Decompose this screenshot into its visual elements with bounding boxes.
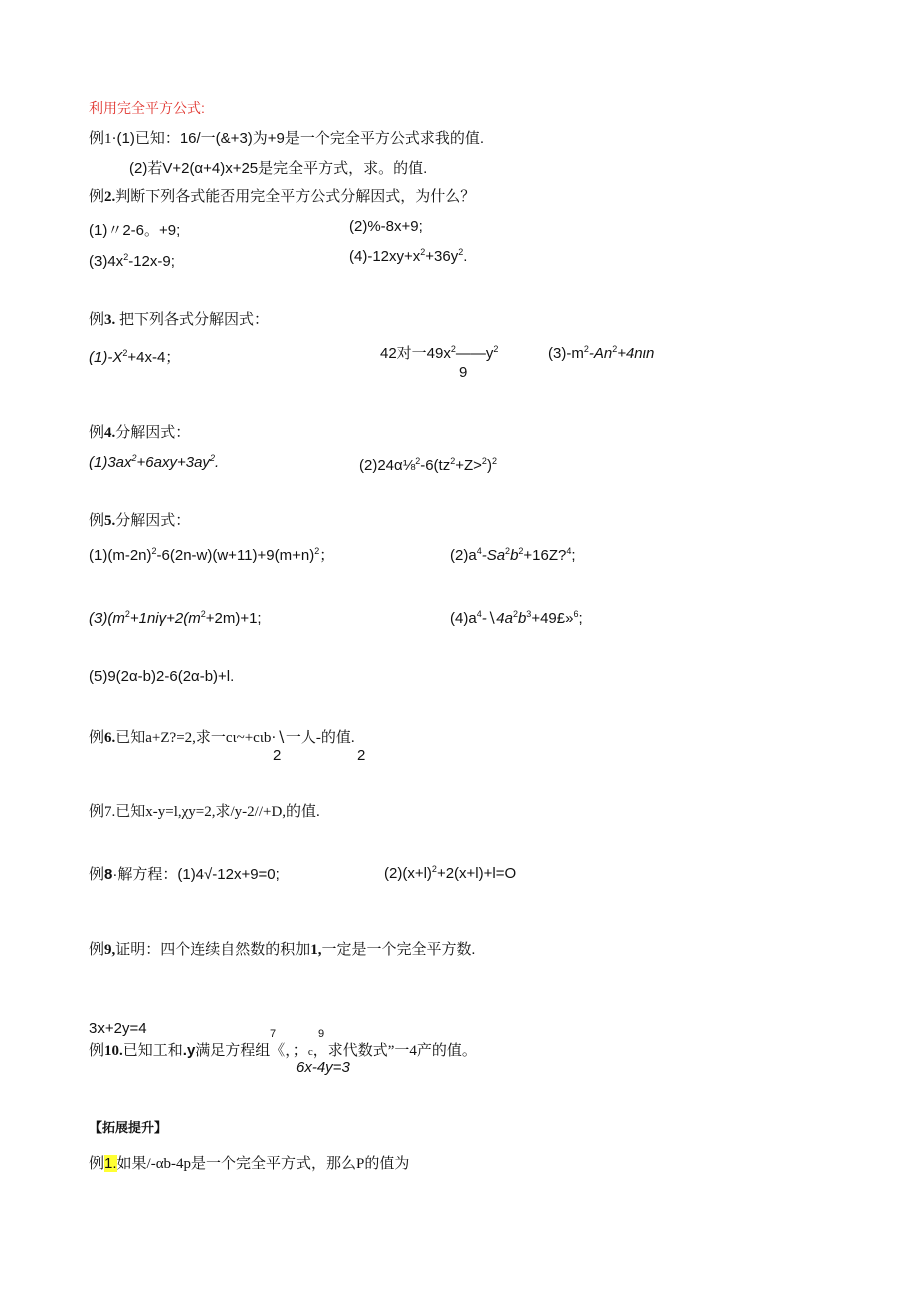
example-7-label: 例7. xyxy=(89,804,116,820)
example-5-item-1-b: -6(2n-w)(w+11)+9(m+n) xyxy=(156,547,315,564)
example-3-number: 3. xyxy=(104,312,116,328)
example-5-item-4-c: b xyxy=(517,610,527,627)
section-heading: 利用完全平方公式: xyxy=(89,100,205,116)
superscript: 2 xyxy=(415,456,421,466)
superscript: 2 xyxy=(491,456,497,466)
example-10-equation-2: 6x-4y=3 xyxy=(296,1059,350,1076)
example-5-item-1-c: ； xyxy=(319,547,335,564)
example-2-item-1: (1)〃2-6。+9; xyxy=(89,222,181,239)
superscript: 2 xyxy=(612,344,618,354)
extension-example-1-number: 1. xyxy=(104,1155,117,1172)
example-4-text: 分解因式： xyxy=(115,425,191,441)
example-5-item-3-b: +1niγ+2(m xyxy=(129,610,201,627)
superscript: 2 xyxy=(151,546,157,556)
example-5-number: 5. xyxy=(104,513,116,529)
example-3-item-3 xyxy=(548,346,654,361)
example-5-item-2-d: +16Z? xyxy=(523,547,567,564)
superscript: 2 xyxy=(123,252,129,262)
superscript: 2 xyxy=(512,609,518,619)
example-3-item-2-a: 42对一49x xyxy=(380,345,451,362)
superscript: 2 xyxy=(450,456,456,466)
superscript: 2 xyxy=(583,344,589,354)
example-4-item-2-b: -6(tz xyxy=(420,457,451,474)
example-1 xyxy=(89,131,484,147)
example-2-item-4-b: +36y xyxy=(425,248,459,265)
superscript: 2 xyxy=(450,344,456,354)
example-7-text: 已知x-y=l,χy=2,求/y-2//+D,的值. xyxy=(115,804,320,820)
example-8-part-2-a: (2)(x+l) xyxy=(384,865,432,882)
example-8-part-2 xyxy=(384,866,516,881)
example-9-number: 9, xyxy=(104,942,116,958)
example-4-item-1-b: +6axy+3ay xyxy=(136,454,210,471)
example-2-item-2: (2)%-8x+9; xyxy=(349,218,423,235)
example-5-item-1 xyxy=(89,548,334,563)
example-6-number: 6. xyxy=(104,730,116,746)
superscript: 2 xyxy=(124,609,130,619)
superscript: 4 xyxy=(476,609,482,619)
example-10-equation-1: 3x+2y=4 xyxy=(89,1020,147,1037)
example-3-label: 例 xyxy=(89,312,105,328)
superscript: 2 xyxy=(493,344,499,354)
example-4-item-1-a: (1)3ax xyxy=(89,454,132,471)
example-5-text: 分解因式： xyxy=(115,513,191,529)
example-9 xyxy=(89,943,475,958)
extension-example-1 xyxy=(89,1156,409,1172)
example-8-label: 例 xyxy=(89,867,105,883)
example-4-label: 例 xyxy=(89,425,105,441)
example-5-item-4-e: ; xyxy=(578,610,583,627)
example-7 xyxy=(89,805,320,820)
example-4-number: 4. xyxy=(104,425,116,441)
example-4-item-2-d: ) xyxy=(486,457,492,474)
superscript: 4 xyxy=(476,546,482,556)
superscript: 2 xyxy=(505,546,511,556)
example-2-item-4-c: . xyxy=(463,248,468,265)
example-10-label: 例 xyxy=(89,1043,105,1059)
example-2-item-3 xyxy=(89,254,175,269)
example-1-part2: (2)若V+2(α+4)x+25是完全平方式，求。的值. xyxy=(129,160,428,177)
example-3 xyxy=(89,313,269,328)
example-5-item-4 xyxy=(450,611,583,626)
superscript: 3 xyxy=(526,609,532,619)
example-10-text-2: 满足方程组《，； xyxy=(195,1043,308,1059)
example-5-item-3-c: +2m)+1; xyxy=(205,610,262,627)
superscript: 2 xyxy=(458,247,464,257)
example-3-item-1 xyxy=(89,350,180,365)
example-3-item-2-b: ——y xyxy=(455,345,494,362)
example-5-item-3 xyxy=(89,611,262,626)
extension-example-1-label: 例 xyxy=(89,1156,105,1172)
example-6-label: 例 xyxy=(89,730,105,746)
superscript: 2 xyxy=(420,247,426,257)
extension-title: 【拓展提升】 xyxy=(89,1120,168,1135)
example-3-item-3-a: (3)-m xyxy=(548,345,584,362)
superscript: 2 xyxy=(131,453,137,463)
example-5-item-2-a: (2)a xyxy=(450,547,477,564)
example-4 xyxy=(89,426,190,441)
example-2-item-3-a: (3)4x xyxy=(89,253,124,270)
example-10 xyxy=(89,1043,477,1059)
example-3-item-3-b: -An xyxy=(588,345,613,362)
example-9-label: 例 xyxy=(89,942,105,958)
example-1-part1: (1)已知：16/一(&+3)为+9是一个完全平方公式求我的值. xyxy=(116,130,485,147)
superscript: 6 xyxy=(573,609,579,619)
example-3-item-2 xyxy=(380,346,498,361)
example-5-item-2-c: b xyxy=(510,547,519,564)
example-10-mark-7: 7 xyxy=(270,1028,277,1040)
example-5-item-1-a: (1)(m-2n) xyxy=(89,547,152,564)
example-5-item-4-d: +49£» xyxy=(531,610,574,627)
example-10-y: .y xyxy=(182,1042,196,1059)
example-5-item-4-a: (4)a xyxy=(450,610,477,627)
example-1-label: 例1· xyxy=(89,131,117,147)
example-4-item-2 xyxy=(359,458,497,473)
example-6-denominator-1: 2 xyxy=(273,747,282,764)
example-5-item-3-a: (3)(m xyxy=(89,610,125,627)
example-4-item-1-c: . xyxy=(214,454,220,471)
example-3-text: 把下列各式分解因式： xyxy=(115,312,270,328)
superscript: 4 xyxy=(566,546,572,556)
example-10-text: 已知工和 xyxy=(122,1043,183,1059)
example-10-mark-9: 9 xyxy=(318,1028,325,1040)
example-9-text: 证明：四个连续自然数的积加 xyxy=(115,942,311,958)
example-8-number: 8 xyxy=(104,866,113,883)
example-5-item-2-b: -Sa xyxy=(481,547,506,564)
example-10-text-3: ，求代数式”一4产的值。 xyxy=(312,1043,477,1059)
example-2 xyxy=(89,190,475,205)
example-9-number-one: 1, xyxy=(310,942,322,958)
example-6-denominator-2: 2 xyxy=(357,747,366,764)
example-8 xyxy=(89,867,280,883)
example-3-item-2-denominator: 9 xyxy=(459,364,468,381)
example-5 xyxy=(89,514,190,529)
example-5-item-5: (5)9(2α-b)2-6(2α-b)+l. xyxy=(89,668,235,685)
example-10-c: c xyxy=(307,1046,313,1058)
example-6 xyxy=(89,731,355,746)
example-3-item-1-b: +4x-4； xyxy=(127,349,181,366)
superscript: 2 xyxy=(481,456,487,466)
superscript: 2 xyxy=(431,864,437,874)
example-2-item-4-a: (4)-12xy+x xyxy=(349,248,421,265)
example-5-label: 例 xyxy=(89,513,105,529)
example-5-item-4-b: -∖4a xyxy=(481,610,513,627)
example-4-item-2-a: (2)24α⅛ xyxy=(359,457,416,474)
superscript: 2 xyxy=(200,609,206,619)
example-4-item-2-c: +Z> xyxy=(455,457,482,474)
example-4-item-1 xyxy=(89,455,219,470)
example-2-item-4 xyxy=(349,249,467,264)
example-6-text: 已知a+Z?=2,求一cι~+cιb·∖一人-的值. xyxy=(115,730,355,746)
example-5-item-2 xyxy=(450,548,576,563)
superscript: 2 xyxy=(518,546,524,556)
superscript: 2 xyxy=(314,546,320,556)
example-2-label: 例 xyxy=(89,189,105,205)
example-2-text: 判断下列各式能否用完全平方公式分解因式，为什么？ xyxy=(115,189,476,205)
example-8-part-2-b: +2(x+l)+l=O xyxy=(436,865,517,882)
example-8-text: ·解方程：(1)4√-12x+9=0; xyxy=(112,866,280,883)
superscript: 2 xyxy=(122,348,128,358)
superscript: 2 xyxy=(209,453,215,463)
example-5-item-2-e: ; xyxy=(571,547,576,564)
example-9-text-2: 一定是一个完全平方数. xyxy=(321,942,476,958)
example-3-item-3-c: +4nιn xyxy=(617,345,655,362)
example-2-number: 2. xyxy=(104,189,116,205)
example-10-number: 10. xyxy=(104,1043,123,1059)
example-2-item-3-b: -12x-9; xyxy=(128,253,175,270)
example-3-item-1-a: (1)-X xyxy=(89,349,123,366)
extension-example-1-text: 如果/-αb-4p是一个完全平方式，那么P的值为 xyxy=(116,1156,410,1172)
